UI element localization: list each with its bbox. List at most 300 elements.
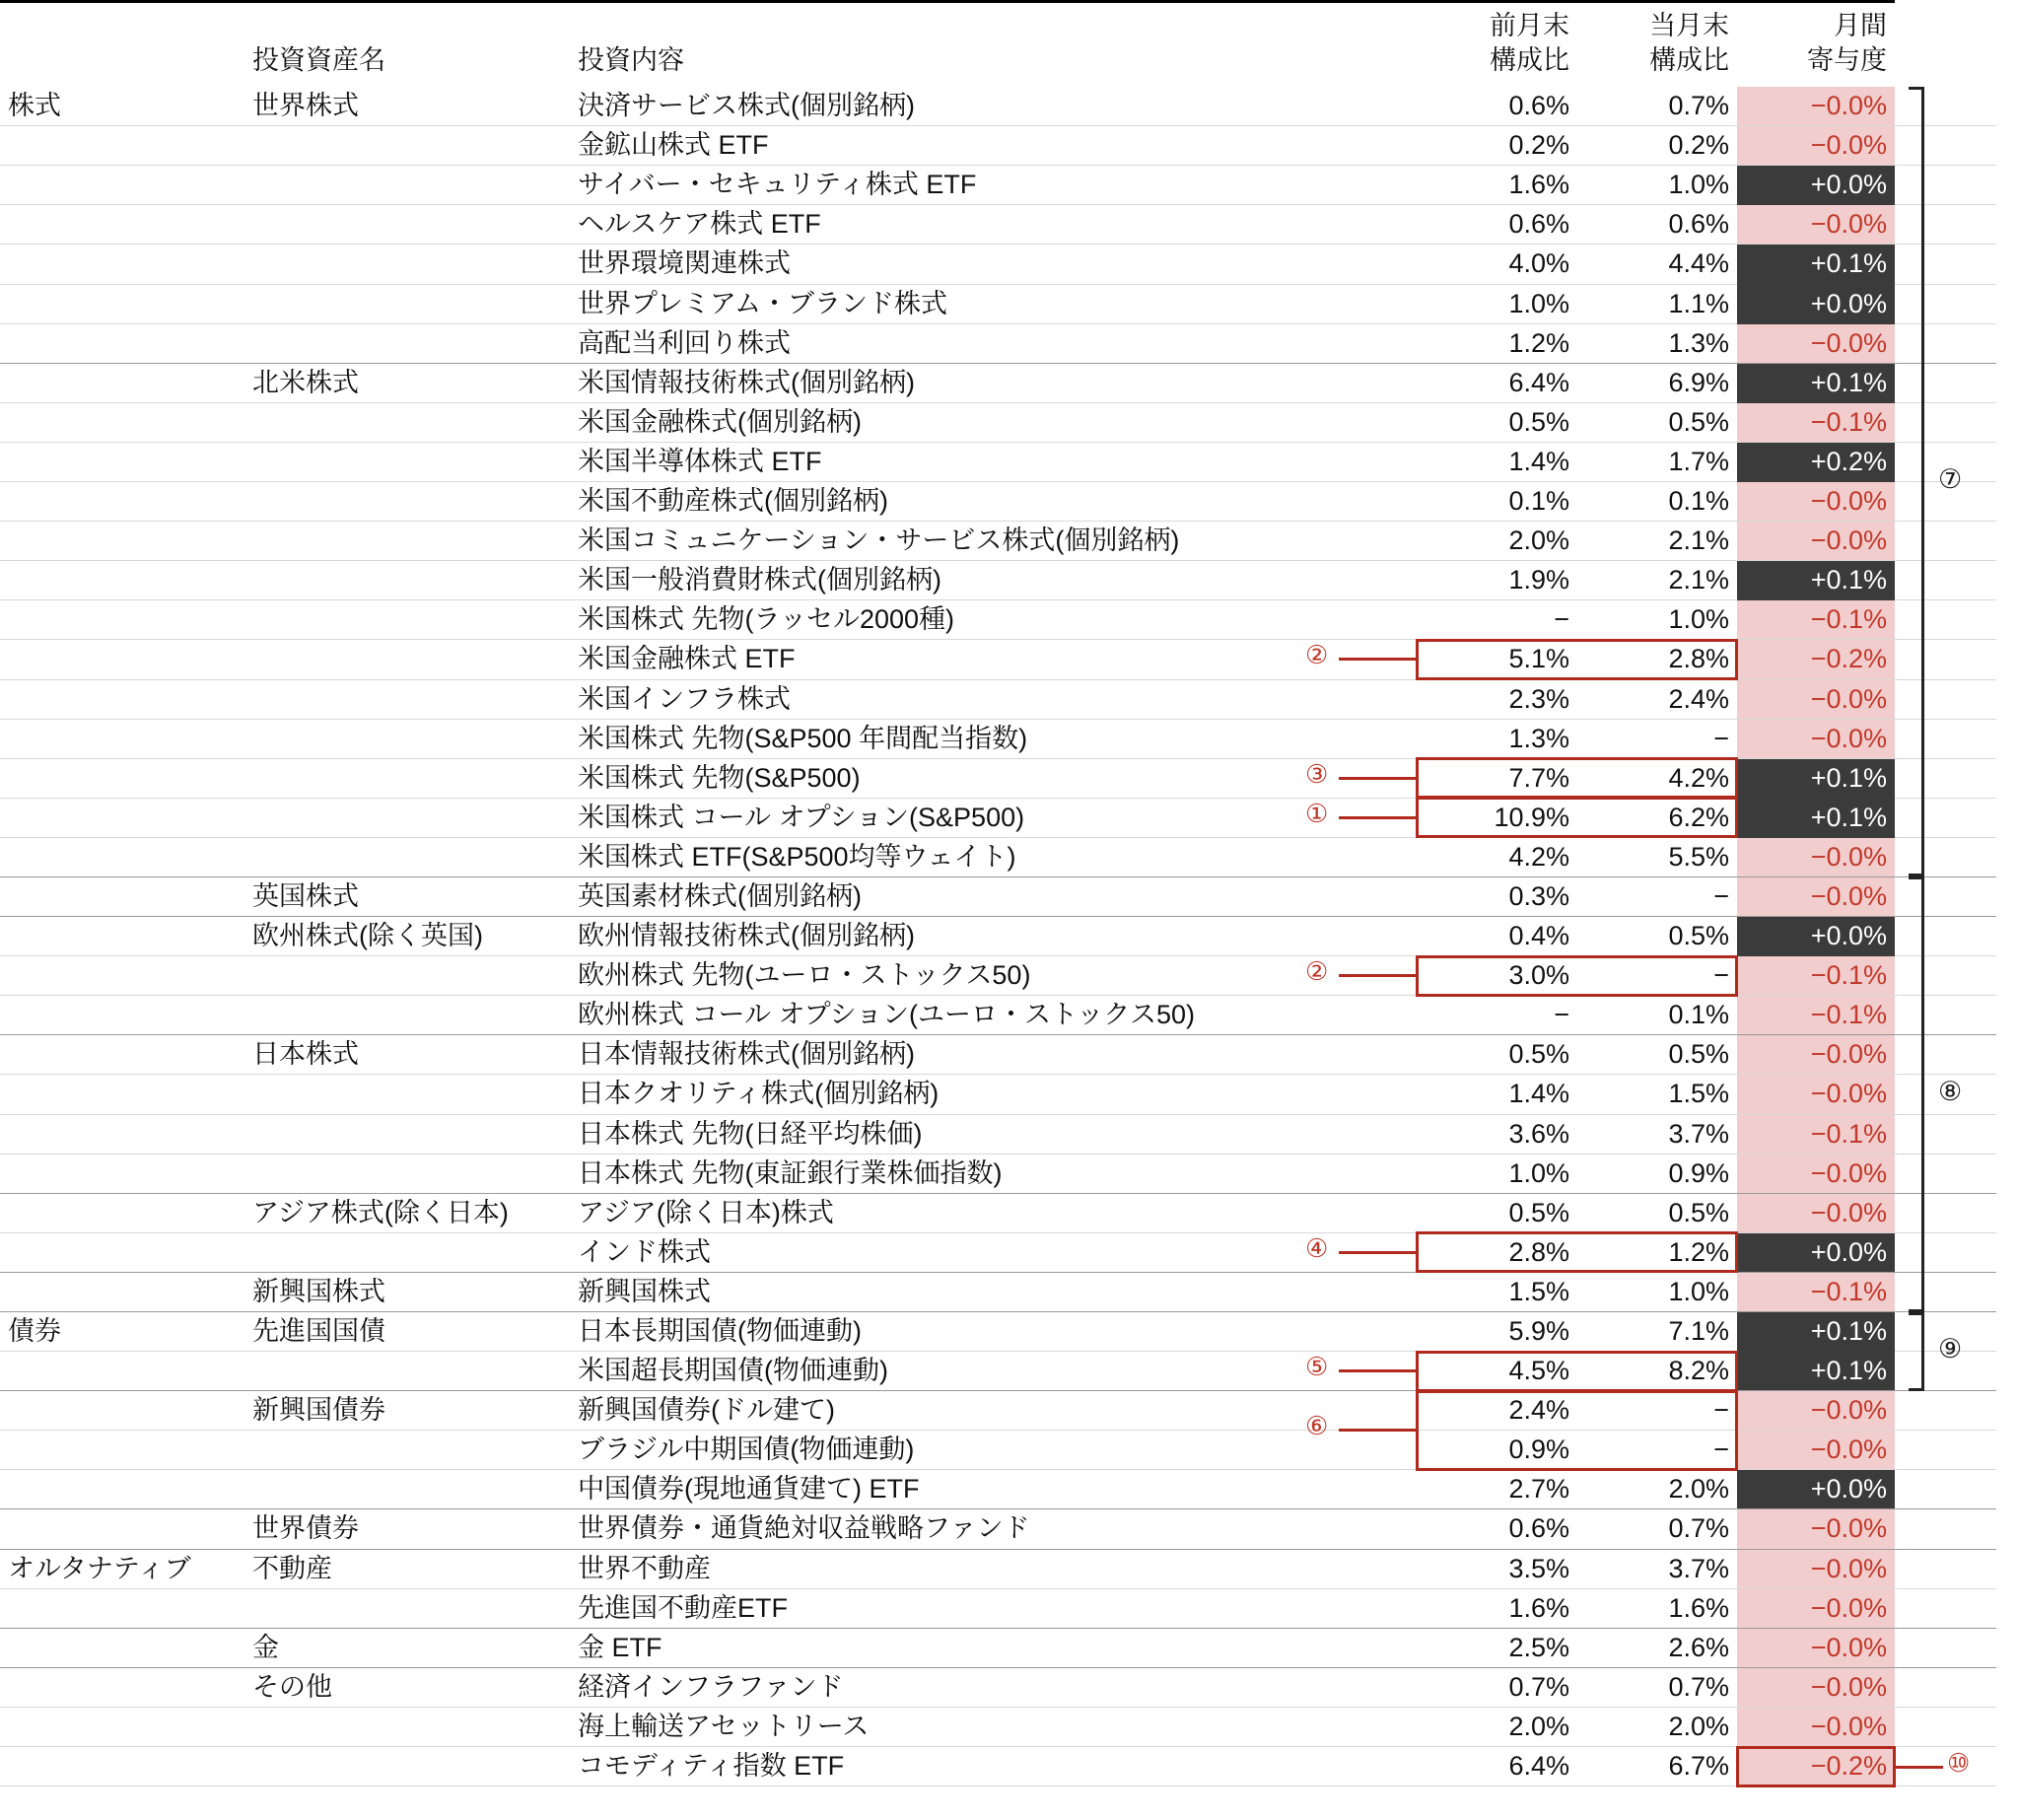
table-row <box>0 1272 1996 1311</box>
cell-current-weight: 0.2% <box>1577 126 1737 166</box>
cell-prev-weight: 0.5% <box>1418 1035 1577 1075</box>
cell-note <box>1895 87 1996 126</box>
cell-asset-name <box>244 166 570 205</box>
cell-note <box>1895 956 1996 996</box>
cell-category <box>0 205 244 245</box>
cell-current-weight: − <box>1577 1431 1737 1470</box>
cell-asset-name <box>244 245 570 284</box>
cell-category <box>0 166 244 205</box>
cell-category <box>0 1114 244 1154</box>
cell-monthly-contribution: −0.1% <box>1737 600 1895 640</box>
header-current-weight-line1: 当月末 <box>1649 11 1729 40</box>
cell-description: 日本株式 先物(東証銀行業株価指数) <box>570 1154 1418 1193</box>
cell-category <box>0 245 244 284</box>
cell-note <box>1895 1509 1996 1549</box>
cell-category: 株式 <box>0 87 244 126</box>
cell-asset-name <box>244 442 570 481</box>
cell-current-weight: 1.2% <box>1577 1232 1737 1272</box>
table-row <box>0 1509 1996 1549</box>
cell-description: 先進国不動産ETF <box>570 1588 1418 1628</box>
cell-note <box>1895 323 1996 363</box>
cell-prev-weight: 0.2% <box>1418 126 1577 166</box>
cell-note <box>1895 1232 1996 1272</box>
cell-category <box>0 126 244 166</box>
cell-note <box>1895 1707 1996 1746</box>
cell-asset-name <box>244 837 570 876</box>
header-monthly-contribution <box>1737 2 1895 88</box>
cell-note <box>1895 1667 1996 1707</box>
cell-category <box>0 1075 244 1114</box>
table-row <box>0 837 1996 876</box>
table-row <box>0 561 1996 600</box>
cell-note <box>1895 284 1996 323</box>
cell-prev-weight: 2.8% <box>1418 1232 1577 1272</box>
cell-current-weight: 1.3% <box>1577 323 1737 363</box>
cell-category <box>0 402 244 442</box>
cell-note <box>1895 1193 1996 1232</box>
cell-note <box>1895 245 1996 284</box>
cell-category <box>0 876 244 916</box>
cell-prev-weight: 2.7% <box>1418 1470 1577 1509</box>
cell-asset-name <box>244 758 570 798</box>
cell-current-weight: 2.8% <box>1577 640 1737 679</box>
cell-description: 欧州株式 コール オプション(ユーロ・ストックス50) <box>570 996 1418 1035</box>
cell-note <box>1895 166 1996 205</box>
cell-monthly-contribution: −0.0% <box>1737 1509 1895 1549</box>
cell-description: 海上輸送アセットリース <box>570 1707 1418 1746</box>
cell-category <box>0 1193 244 1232</box>
cell-description: 世界プレミアム・ブランド株式 <box>570 284 1418 323</box>
cell-current-weight: 4.4% <box>1577 245 1737 284</box>
cell-note <box>1895 1588 1996 1628</box>
cell-current-weight: 2.0% <box>1577 1707 1737 1746</box>
cell-description: 米国株式 ETF(S&P500均等ウェイト) <box>570 837 1418 876</box>
cell-current-weight: 4.2% <box>1577 758 1737 798</box>
header-prev-weight-line2: 構成比 <box>1490 44 1569 75</box>
cell-note <box>1895 917 1996 956</box>
cell-prev-weight: 7.7% <box>1418 758 1577 798</box>
cell-note <box>1895 1391 1996 1431</box>
header-current-weight-line2: 構成比 <box>1649 44 1729 75</box>
cell-prev-weight: 1.3% <box>1418 719 1577 758</box>
table-row <box>0 1193 1996 1232</box>
cell-asset-name <box>244 1114 570 1154</box>
cell-asset-name: 欧州株式(除く英国) <box>244 917 570 956</box>
cell-monthly-contribution: +0.1% <box>1737 561 1895 600</box>
group-brace-label: ⑦ <box>1938 463 1963 494</box>
cell-description: 決済サービス株式(個別銘柄) <box>570 87 1418 126</box>
table-row <box>0 482 1996 522</box>
header-category <box>0 2 244 88</box>
table-row <box>0 1391 1996 1431</box>
cell-current-weight: 2.0% <box>1577 1470 1737 1509</box>
table-row <box>0 323 1996 363</box>
cell-current-weight: 0.5% <box>1577 917 1737 956</box>
cell-description: 中国債券(現地通貨建て) ETF <box>570 1470 1418 1509</box>
cell-monthly-contribution: +0.1% <box>1737 798 1895 837</box>
table-row <box>0 1628 1996 1667</box>
cell-monthly-contribution: −0.0% <box>1737 522 1895 561</box>
cell-current-weight: 1.1% <box>1577 284 1737 323</box>
cell-note <box>1895 1747 1996 1786</box>
cell-prev-weight: 0.5% <box>1418 1193 1577 1232</box>
cell-asset-name <box>244 956 570 996</box>
cell-prev-weight: 1.6% <box>1418 166 1577 205</box>
cell-monthly-contribution: −0.0% <box>1737 205 1895 245</box>
cell-note <box>1895 126 1996 166</box>
cell-current-weight: 6.9% <box>1577 363 1737 402</box>
table-row <box>0 442 1996 481</box>
cell-description: 金 ETF <box>570 1628 1418 1667</box>
cell-description: 世界債券・通貨絶対収益戦略ファンド <box>570 1509 1418 1549</box>
table-header <box>0 2 1996 88</box>
cell-note <box>1895 758 1996 798</box>
cell-category <box>0 1431 244 1470</box>
annotation-marker: ① <box>1305 798 1329 828</box>
cell-description: 米国半導体株式 ETF <box>570 442 1418 481</box>
cell-monthly-contribution: −0.0% <box>1737 1628 1895 1667</box>
cell-monthly-contribution: −0.0% <box>1737 837 1895 876</box>
cell-current-weight: 0.1% <box>1577 482 1737 522</box>
cell-category <box>0 561 244 600</box>
cell-category <box>0 1707 244 1746</box>
cell-asset-name <box>244 679 570 719</box>
cell-current-weight: 0.7% <box>1577 1509 1737 1549</box>
cell-asset-name <box>244 996 570 1035</box>
cell-asset-name <box>244 1470 570 1509</box>
cell-category <box>0 917 244 956</box>
cell-description: 米国一般消費財株式(個別銘柄) <box>570 561 1418 600</box>
cell-asset-name <box>244 1588 570 1628</box>
cell-category <box>0 1747 244 1786</box>
cell-note <box>1895 719 1996 758</box>
cell-description: アジア(除く日本)株式 <box>570 1193 1418 1232</box>
cell-prev-weight: 1.6% <box>1418 1588 1577 1628</box>
cell-category <box>0 522 244 561</box>
cell-monthly-contribution: −0.1% <box>1737 956 1895 996</box>
cell-current-weight: 0.1% <box>1577 996 1737 1035</box>
header-description: 投資内容 <box>570 2 1418 88</box>
cell-category <box>0 996 244 1035</box>
table-row <box>0 284 1996 323</box>
cell-monthly-contribution: −0.0% <box>1737 126 1895 166</box>
cell-description: コモディティ指数 ETF <box>570 1747 1418 1786</box>
table-row <box>0 1707 1996 1746</box>
cell-prev-weight: 2.5% <box>1418 1628 1577 1667</box>
cell-description: 米国金融株式 ETF <box>570 640 1418 679</box>
cell-monthly-contribution: +0.1% <box>1737 1312 1895 1352</box>
table-row <box>0 87 1996 126</box>
cell-description: 新興国債券(ドル建て) <box>570 1391 1418 1431</box>
cell-description: 日本株式 先物(日経平均株価) <box>570 1114 1418 1154</box>
cell-monthly-contribution: +0.0% <box>1737 917 1895 956</box>
cell-prev-weight: 5.9% <box>1418 1312 1577 1352</box>
cell-current-weight: 3.7% <box>1577 1114 1737 1154</box>
cell-prev-weight: 0.6% <box>1418 1509 1577 1549</box>
cell-prev-weight: 0.1% <box>1418 482 1577 522</box>
cell-asset-name: 世界株式 <box>244 87 570 126</box>
table-row <box>0 166 1996 205</box>
cell-category <box>0 798 244 837</box>
cell-current-weight: 1.7% <box>1577 442 1737 481</box>
annotation-marker: ⑥ <box>1305 1411 1329 1441</box>
cell-asset-name: 不動産 <box>244 1549 570 1588</box>
cell-current-weight: 0.7% <box>1577 87 1737 126</box>
cell-current-weight: 2.1% <box>1577 522 1737 561</box>
cell-prev-weight: 0.6% <box>1418 87 1577 126</box>
cell-prev-weight: 2.3% <box>1418 679 1577 719</box>
cell-category <box>0 1352 244 1391</box>
cell-asset-name <box>244 561 570 600</box>
cell-monthly-contribution: −0.1% <box>1737 402 1895 442</box>
cell-monthly-contribution: +0.1% <box>1737 758 1895 798</box>
cell-note <box>1895 1154 1996 1193</box>
cell-description: 日本クオリティ株式(個別銘柄) <box>570 1075 1418 1114</box>
cell-current-weight: 0.5% <box>1577 1035 1737 1075</box>
cell-current-weight: 2.6% <box>1577 1628 1737 1667</box>
cell-category <box>0 956 244 996</box>
cell-prev-weight: 1.2% <box>1418 323 1577 363</box>
cell-monthly-contribution: +0.1% <box>1737 1352 1895 1391</box>
annotation-marker: ⑩ <box>1947 1747 1971 1778</box>
table-row <box>0 1312 1996 1352</box>
cell-monthly-contribution: −0.1% <box>1737 1272 1895 1311</box>
cell-prev-weight: 3.0% <box>1418 956 1577 996</box>
table-row <box>0 205 1996 245</box>
cell-current-weight: − <box>1577 719 1737 758</box>
cell-asset-name: 世界債券 <box>244 1509 570 1549</box>
cell-prev-weight: 3.6% <box>1418 1114 1577 1154</box>
cell-asset-name <box>244 640 570 679</box>
cell-asset-name <box>244 1075 570 1114</box>
cell-note <box>1895 1431 1996 1470</box>
cell-prev-weight: 0.9% <box>1418 1431 1577 1470</box>
cell-category <box>0 1035 244 1075</box>
cell-category <box>0 1154 244 1193</box>
cell-note <box>1895 1352 1996 1391</box>
cell-asset-name <box>244 126 570 166</box>
table-row <box>0 758 1996 798</box>
cell-current-weight: 6.2% <box>1577 798 1737 837</box>
cell-asset-name <box>244 1747 570 1786</box>
cell-prev-weight: 1.0% <box>1418 284 1577 323</box>
cell-prev-weight: 2.0% <box>1418 1707 1577 1746</box>
cell-current-weight: 1.0% <box>1577 166 1737 205</box>
cell-category <box>0 323 244 363</box>
table-row <box>0 1352 1996 1391</box>
cell-prev-weight: 0.5% <box>1418 402 1577 442</box>
cell-asset-name: 英国株式 <box>244 876 570 916</box>
table-row <box>0 1747 1996 1786</box>
cell-description: 米国インフラ株式 <box>570 679 1418 719</box>
table-row <box>0 917 1996 956</box>
cell-category <box>0 1391 244 1431</box>
cell-current-weight: 1.5% <box>1577 1075 1737 1114</box>
cell-current-weight: 2.1% <box>1577 561 1737 600</box>
cell-category: 債券 <box>0 1312 244 1352</box>
cell-current-weight: 8.2% <box>1577 1352 1737 1391</box>
header-prev-weight <box>1418 2 1577 88</box>
cell-prev-weight: 2.0% <box>1418 522 1577 561</box>
cell-asset-name <box>244 205 570 245</box>
cell-note <box>1895 1312 1996 1352</box>
cell-asset-name <box>244 600 570 640</box>
cell-description: 経済インフラファンド <box>570 1667 1418 1707</box>
cell-monthly-contribution: −0.0% <box>1737 323 1895 363</box>
cell-note <box>1895 1035 1996 1075</box>
cell-asset-name: 日本株式 <box>244 1035 570 1075</box>
cell-asset-name <box>244 1431 570 1470</box>
group-brace-label: ⑨ <box>1938 1333 1963 1364</box>
cell-asset-name <box>244 323 570 363</box>
cell-description: 日本情報技術株式(個別銘柄) <box>570 1035 1418 1075</box>
table-row <box>0 956 1996 996</box>
cell-note <box>1895 363 1996 402</box>
cell-monthly-contribution: +0.0% <box>1737 166 1895 205</box>
table-row <box>0 363 1996 402</box>
cell-asset-name: 金 <box>244 1628 570 1667</box>
cell-category <box>0 640 244 679</box>
cell-description: 米国株式 コール オプション(S&P500) <box>570 798 1418 837</box>
cell-description: 英国素材株式(個別銘柄) <box>570 876 1418 916</box>
header-asset-name: 投資資産名 <box>244 2 570 88</box>
cell-monthly-contribution: −0.0% <box>1737 1707 1895 1746</box>
cell-prev-weight: 4.2% <box>1418 837 1577 876</box>
header-current-weight <box>1577 2 1737 88</box>
cell-description: 米国超長期国債(物価連動) <box>570 1352 1418 1391</box>
cell-note <box>1895 561 1996 600</box>
cell-category <box>0 719 244 758</box>
cell-asset-name: 北米株式 <box>244 363 570 402</box>
cell-description: 世界環境関連株式 <box>570 245 1418 284</box>
cell-description: 世界不動産 <box>570 1549 1418 1588</box>
cell-note <box>1895 205 1996 245</box>
cell-monthly-contribution: −0.0% <box>1737 482 1895 522</box>
cell-current-weight: 0.6% <box>1577 205 1737 245</box>
table-row <box>0 679 1996 719</box>
header-contribution-line2: 寄与度 <box>1807 44 1887 75</box>
cell-category <box>0 600 244 640</box>
cell-description: 米国コミュニケーション・サービス株式(個別銘柄) <box>570 522 1418 561</box>
cell-category <box>0 1470 244 1509</box>
annotation-marker: ② <box>1305 640 1329 670</box>
cell-monthly-contribution: −0.0% <box>1737 1549 1895 1588</box>
cell-note <box>1895 996 1996 1035</box>
cell-asset-name: 先進国国債 <box>244 1312 570 1352</box>
cell-prev-weight: 1.4% <box>1418 442 1577 481</box>
cell-category <box>0 1232 244 1272</box>
table-row <box>0 640 1996 679</box>
cell-monthly-contribution: +0.2% <box>1737 442 1895 481</box>
group-brace-label: ⑧ <box>1938 1076 1963 1106</box>
cell-asset-name <box>244 522 570 561</box>
cell-asset-name <box>244 402 570 442</box>
cell-current-weight: − <box>1577 956 1737 996</box>
cell-description: インド株式 <box>570 1232 1418 1272</box>
cell-current-weight: − <box>1577 876 1737 916</box>
cell-description: サイバー・セキュリティ株式 ETF <box>570 166 1418 205</box>
cell-asset-name <box>244 719 570 758</box>
cell-asset-name: その他 <box>244 1667 570 1707</box>
cell-category <box>0 837 244 876</box>
cell-note <box>1895 640 1996 679</box>
cell-note <box>1895 1549 1996 1588</box>
cell-current-weight: 6.7% <box>1577 1747 1737 1786</box>
cell-note <box>1895 1470 1996 1509</box>
cell-current-weight: 0.7% <box>1577 1667 1737 1707</box>
cell-prev-weight: 1.4% <box>1418 1075 1577 1114</box>
cell-prev-weight: 1.0% <box>1418 1154 1577 1193</box>
cell-prev-weight: 0.3% <box>1418 876 1577 916</box>
cell-category <box>0 758 244 798</box>
cell-note <box>1895 600 1996 640</box>
cell-description: 高配当利回り株式 <box>570 323 1418 363</box>
cell-monthly-contribution: +0.0% <box>1737 284 1895 323</box>
cell-prev-weight: 0.6% <box>1418 205 1577 245</box>
table-row <box>0 1035 1996 1075</box>
cell-note <box>1895 1628 1996 1667</box>
cell-current-weight: 0.5% <box>1577 402 1737 442</box>
cell-prev-weight: 4.0% <box>1418 245 1577 284</box>
cell-monthly-contribution: −0.0% <box>1737 1588 1895 1628</box>
cell-description: 金鉱山株式 ETF <box>570 126 1418 166</box>
cell-description: ブラジル中期国債(物価連動) <box>570 1431 1418 1470</box>
cell-note <box>1895 679 1996 719</box>
header-prev-weight-line1: 前月末 <box>1490 11 1569 40</box>
cell-monthly-contribution: −0.1% <box>1737 996 1895 1035</box>
cell-note <box>1895 522 1996 561</box>
cell-category <box>0 679 244 719</box>
cell-description: 米国金融株式(個別銘柄) <box>570 402 1418 442</box>
cell-monthly-contribution: +0.1% <box>1737 363 1895 402</box>
cell-monthly-contribution: −0.0% <box>1737 1667 1895 1707</box>
cell-description: 米国不動産株式(個別銘柄) <box>570 482 1418 522</box>
cell-asset-name <box>244 1154 570 1193</box>
cell-monthly-contribution: +0.0% <box>1737 1470 1895 1509</box>
cell-monthly-contribution: −0.0% <box>1737 1193 1895 1232</box>
cell-prev-weight: 10.9% <box>1418 798 1577 837</box>
cell-asset-name <box>244 1352 570 1391</box>
cell-asset-name: 新興国株式 <box>244 1272 570 1311</box>
cell-prev-weight: − <box>1418 996 1577 1035</box>
cell-current-weight: 5.5% <box>1577 837 1737 876</box>
cell-asset-name <box>244 798 570 837</box>
cell-category <box>0 1628 244 1667</box>
cell-description: 新興国株式 <box>570 1272 1418 1311</box>
cell-asset-name: 新興国債券 <box>244 1391 570 1431</box>
cell-prev-weight: 5.1% <box>1418 640 1577 679</box>
cell-note <box>1895 876 1996 916</box>
table-row <box>0 402 1996 442</box>
cell-prev-weight: 2.4% <box>1418 1391 1577 1431</box>
table-row <box>0 1667 1996 1707</box>
cell-monthly-contribution: −0.0% <box>1737 1154 1895 1193</box>
cell-category <box>0 1588 244 1628</box>
cell-prev-weight: 1.5% <box>1418 1272 1577 1311</box>
cell-description: 米国情報技術株式(個別銘柄) <box>570 363 1418 402</box>
table-row <box>0 1470 1996 1509</box>
annotation-marker: ⑤ <box>1305 1352 1329 1382</box>
cell-monthly-contribution: −0.0% <box>1737 1035 1895 1075</box>
cell-category <box>0 1272 244 1311</box>
cell-description: 欧州株式 先物(ユーロ・ストックス50) <box>570 956 1418 996</box>
cell-monthly-contribution: −0.2% <box>1737 1747 1895 1786</box>
annotation-marker: ④ <box>1305 1232 1329 1263</box>
cell-description: 米国株式 先物(ラッセル2000種) <box>570 600 1418 640</box>
cell-current-weight: 1.0% <box>1577 1272 1737 1311</box>
cell-category <box>0 1667 244 1707</box>
cell-monthly-contribution: −0.0% <box>1737 719 1895 758</box>
